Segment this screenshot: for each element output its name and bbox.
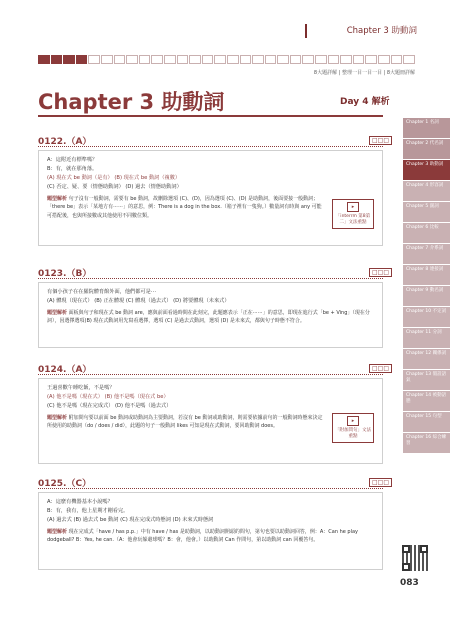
progress-cell <box>378 55 390 64</box>
grammar-note-label: 「附加問句」文法重點 <box>335 428 371 439</box>
question-line: (C) 否定、疑、要（情態助動詞） (D) 過去（情態助動詞） <box>47 184 182 190</box>
explanation <box>47 414 326 431</box>
explanation-tag: 題型解析 <box>47 310 68 316</box>
progress-bar <box>38 55 415 64</box>
progress-cell <box>302 55 314 64</box>
explanation <box>47 195 326 220</box>
question-line: (A) 他不是嗎（現在式） (B) 他不是嗎（現在式 be） <box>47 394 169 400</box>
question-number: 0125.（C） <box>38 479 92 489</box>
title-divider <box>38 115 383 117</box>
question-line: (A) 體現（現在式） (B) 正在體現 (C) 體現（過去式） (D) 將要體現（未來式） <box>47 298 230 304</box>
explanation-text: 現在完成式「have / has p.p.」中有 have / has 是助動詞，以助動詞開頭的問句，第句也要以助動詞回答，例：A：Can he play dodgeball? B：Yes, he can.（A：他會玩躲避球嗎？B：會，他會。）以助動詞 Can 作問句，第以助動詞 can 回覆答句。 <box>47 529 359 544</box>
question-box <box>38 150 383 246</box>
progress-cell <box>340 55 352 64</box>
chapter-tab[interactable]: Chapter 5 副詞 <box>403 202 450 222</box>
explanation-text: 句子沒有一般動詞，需要有 be 動詞，故刪除選項 (C)、(D)，因為選項 (C)、(D) 是助動詞，後面要接一般動詞；「there be」表示「某地方有⋯⋯」的意思，例：There is a dog in the box.（箱子裡有一隻狗。）數量詞有時與 any 可能可搭配後，也與所接數或其他使用不同數位類。 <box>47 196 322 219</box>
note-icon: ▸ <box>347 202 359 212</box>
checkbox-tag: □□□ <box>369 478 392 487</box>
chapter-tab[interactable]: Chapter 15 句型 <box>403 412 450 432</box>
question-line: B：有，就在那角落。 <box>47 166 98 172</box>
question-line: 有個小孩子在在羅院體育館外面，他們都可是⋯ <box>47 289 156 295</box>
progress-cell <box>227 55 239 64</box>
grammar-note-label: 「interrm 第8第二」文法重點 <box>335 214 371 225</box>
question-divider <box>38 278 383 279</box>
chapter-tab[interactable]: Chapter 4 形容詞 <box>403 181 450 201</box>
explanation-tag: 題型解析 <box>47 415 68 421</box>
chapter-tab[interactable]: Chapter 6 比較 <box>403 223 450 243</box>
progress-note: 8大題詳解 | 整理一目一目一目 | 8大題冊詳解 <box>313 70 415 76</box>
checkbox-tag: □□□ <box>369 364 392 373</box>
page-number: 083 <box>400 578 419 588</box>
question-line: A：這附近有標準嗎？ <box>47 157 98 163</box>
chapter-tab[interactable]: Chapter 7 介系詞 <box>403 244 450 264</box>
qr-code[interactable] <box>402 545 428 571</box>
question-box <box>38 492 383 570</box>
explanation-tag: 題型解析 <box>47 196 68 202</box>
progress-cell <box>114 55 126 64</box>
progress-cell <box>38 55 50 64</box>
progress-cell <box>214 55 226 64</box>
question-line: (A) 過去式 (B) 過去式 be 動詞 (C) 現在完成式時態詞 (D) 未來式時態詞 <box>47 517 214 523</box>
progress-cell <box>151 55 163 64</box>
chapter-tab[interactable]: Chapter 2 代名詞 <box>403 139 450 159</box>
question-line: A：這麼有機器基本小說嗎？ <box>47 499 113 505</box>
progress-cell <box>353 55 365 64</box>
chapter-tab[interactable]: Chapter 13 假設語氣 <box>403 370 450 390</box>
breadcrumb: Chapter 3 助動詞 <box>305 24 417 38</box>
progress-cell <box>177 55 189 64</box>
progress-cell <box>51 55 63 64</box>
progress-cell <box>365 55 377 64</box>
chapter-tab[interactable]: Chapter 9 動名詞 <box>403 286 450 306</box>
chapter-tab[interactable]: Chapter 16 綜合練習 <box>403 433 450 453</box>
page-title: Chapter 3 助動詞 <box>38 90 225 114</box>
question-number: 0122.（A） <box>38 137 92 147</box>
progress-cell <box>63 55 75 64</box>
chapter-tab[interactable]: Chapter 12 關係詞 <box>403 349 450 369</box>
progress-cell <box>139 55 151 64</box>
explanation-tag: 題型解析 <box>47 529 68 535</box>
chapter-tab[interactable]: Chapter 1 名詞 <box>403 118 450 138</box>
progress-cell <box>328 55 340 64</box>
progress-cell <box>290 55 302 64</box>
explanation <box>47 309 374 326</box>
progress-cell <box>240 55 252 64</box>
question-number: 0124.（A） <box>38 365 92 375</box>
progress-cell <box>202 55 214 64</box>
progress-cell <box>315 55 327 64</box>
progress-cell <box>88 55 100 64</box>
progress-cell <box>252 55 264 64</box>
day-label: Day 4 解析 <box>340 97 390 107</box>
note-icon: ▸ <box>347 416 359 426</box>
explanation-text: 面板與句子和現在式 be 動詞 are，應與前面看過時間在此刻完，此題應表示「正在⋯⋯」的意思，即現在進行式「be + Ving」（現在分詞），因選擇選項(B) 現在式動詞用先寫看選擇，選項 (C) 是過去式動詞，選項 (D) 是未來式，都與句子時態不符合。 <box>47 310 370 325</box>
checkbox-tag: □□□ <box>369 268 392 277</box>
question-line: B：有，我有，他上星期才剛看完。 <box>47 508 129 514</box>
chapter-tab[interactable]: Chapter 3 助動詞 <box>403 160 450 180</box>
progress-cell <box>76 55 88 64</box>
question-box <box>38 282 383 348</box>
explanation-text: 附加問句要以前面 be 動詞或助動詞為主要動詞，若沒有 be 動詞或助動詞，則需要依據前句的一般動詞時態來決定所使用的助動詞（do / does / did），此題的句子一般動詞 likes 可知是現在式動詞，要回助動詞 does。 <box>47 415 323 430</box>
progress-cell <box>391 55 403 64</box>
chapter-tabs <box>403 118 450 454</box>
question-divider <box>38 374 383 375</box>
explanation <box>47 528 374 545</box>
question-divider <box>38 488 383 489</box>
progress-cell <box>126 55 138 64</box>
question-line: (A) 現在式 be 動詞（是有） (B) 現在式 be 動詞（複數） <box>47 175 181 181</box>
question-box <box>38 378 383 464</box>
question-divider <box>38 146 383 147</box>
chapter-tab[interactable]: Chapter 10 不定詞 <box>403 307 450 327</box>
chapter-tab[interactable]: Chapter 11 分詞 <box>403 328 450 348</box>
question-line: (C) 他不是嗎（現在完成式） (D) 他不是嗎（過去式） <box>47 403 172 409</box>
progress-cell <box>277 55 289 64</box>
progress-cell <box>164 55 176 64</box>
question-number: 0123.（B） <box>38 269 92 279</box>
progress-cell <box>101 55 113 64</box>
grammar-note[interactable] <box>332 413 374 443</box>
chapter-tab[interactable]: Chapter 8 連接詞 <box>403 265 450 285</box>
progress-cell <box>403 55 415 64</box>
question-line: 王過喜歡午睡吃飯，不是嗎？ <box>47 385 115 391</box>
grammar-note[interactable] <box>332 199 374 229</box>
chapter-tab[interactable]: Chapter 14 被動語態 <box>403 391 450 411</box>
progress-cell <box>265 55 277 64</box>
progress-cell <box>189 55 201 64</box>
checkbox-tag: □□□ <box>369 136 392 145</box>
